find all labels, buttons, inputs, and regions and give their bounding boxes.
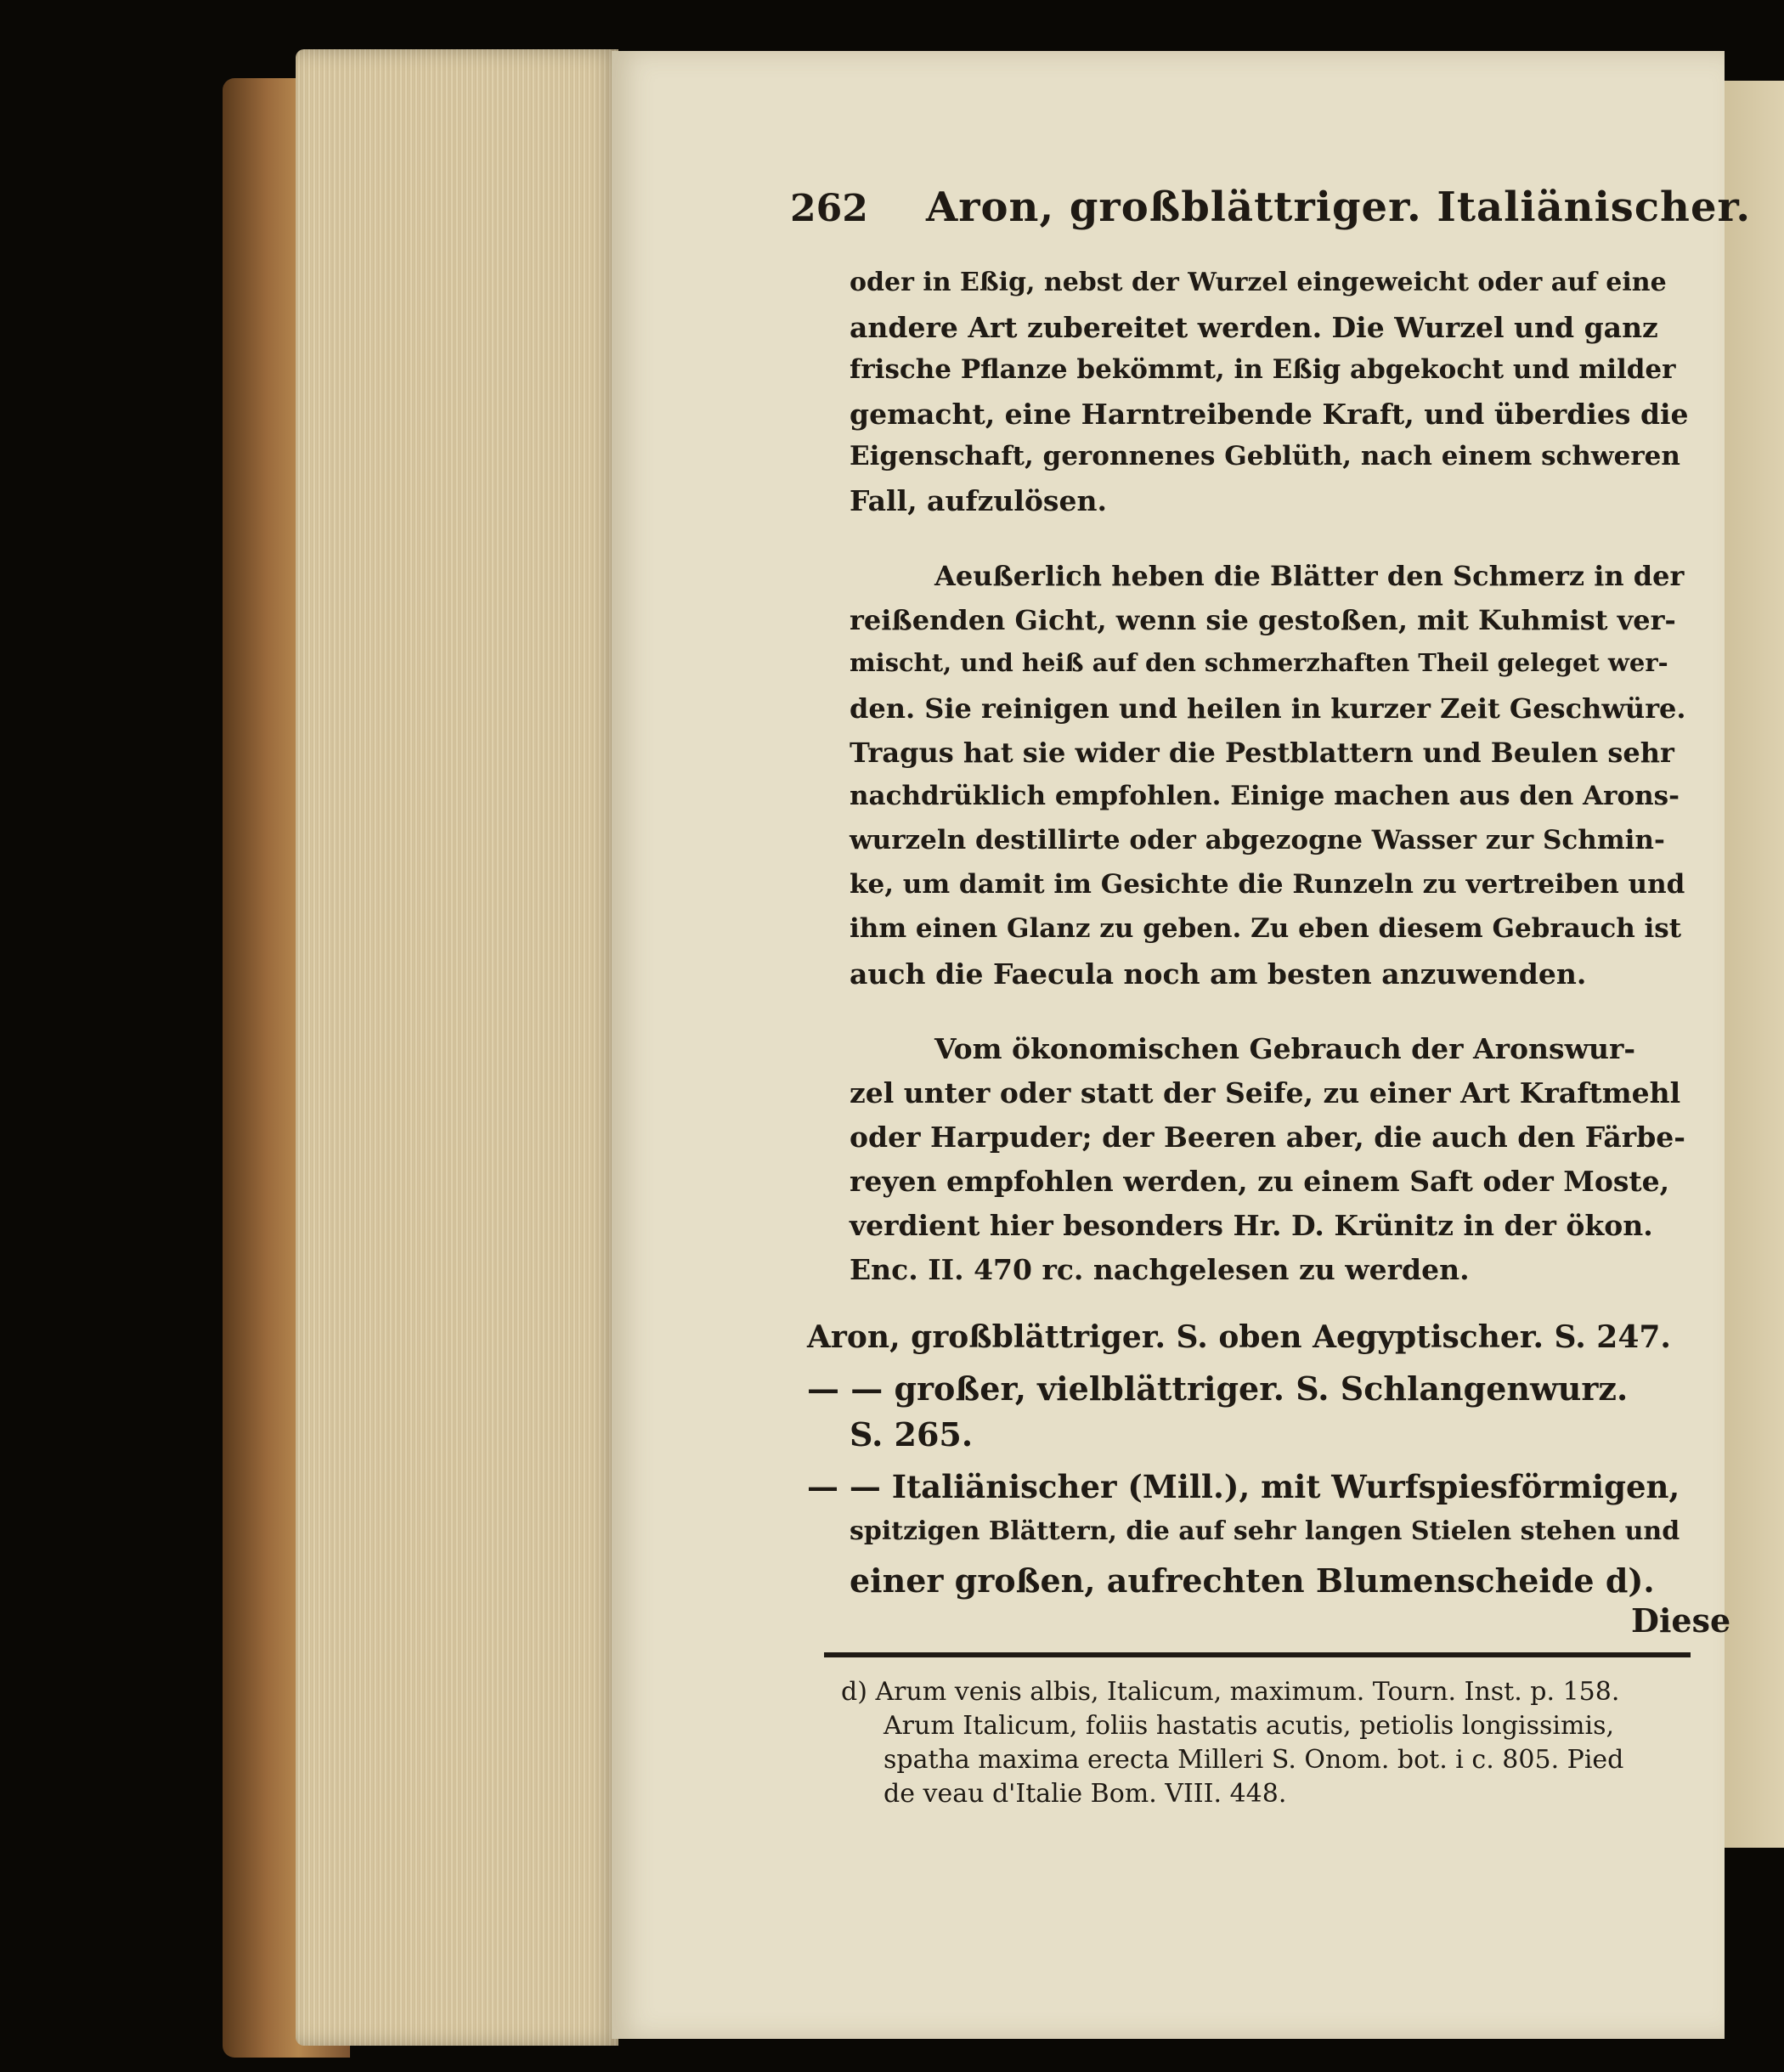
footnote-line: Arum Italicum, foliis hastatis acutis, petiolis longissimis, xyxy=(884,1711,1614,1741)
entry-line: einer großen, aufrechten Blumenscheide d). xyxy=(850,1561,1655,1600)
page-number: 262 xyxy=(790,187,868,230)
text-line: auch die Faecula noch am besten anzuwenden. xyxy=(850,957,1587,991)
text-line: wurzeln destillirte oder abgezogne Wasser zur Schmin- xyxy=(850,825,1665,855)
text-line: verdient hier besonders Hr. D. Krünitz in der ökon. xyxy=(850,1209,1653,1242)
text-line: nachdrüklich empfohlen. Einige machen aus den Arons- xyxy=(850,781,1680,811)
text-line: mischt, und heiß auf den schmerzhaften Theil geleget wer- xyxy=(850,648,1668,677)
text-line: den. Sie reinigen und heilen in kurzer Zeit Geschwüre. xyxy=(850,692,1686,725)
text-line: frische Pflanze bekömmt, in Eßig abgekocht und milder xyxy=(850,354,1676,385)
footnote-rule xyxy=(824,1652,1691,1657)
page-edges xyxy=(296,49,618,2046)
text-line: gemacht, eine Harntreibende Kraft, und überdies die xyxy=(850,398,1689,431)
entry-line: — — Italiänischer (Mill.), mit Wurfspiesförmigen, xyxy=(807,1468,1680,1505)
entry-line: S. 265. xyxy=(850,1415,974,1454)
text-line: zel unter oder statt der Seife, zu einer Art Kraftmehl xyxy=(850,1076,1681,1109)
text-line: ke, um damit im Gesichte die Runzeln zu vertreiben und xyxy=(850,869,1685,900)
entry-line: — — großer, vielblättriger. S. Schlangenwurz. xyxy=(807,1369,1629,1408)
entry-line: Aron, großblättriger. S. oben Aegyptischer. S. 247. xyxy=(807,1319,1671,1355)
text-line: Enc. II. 470 rc. nachgelesen zu werden. xyxy=(850,1253,1470,1286)
text-line: reißenden Gicht, wenn sie gestoßen, mit Kuhmist ver- xyxy=(850,604,1676,636)
footnote-line: de veau d'Italie Bom. VIII. 448. xyxy=(884,1779,1287,1809)
next-page-edge xyxy=(1725,81,1784,1848)
text-line: Fall, aufzulösen. xyxy=(850,484,1107,517)
text-line: oder Harpuder; der Beeren aber, die auch den Färbe- xyxy=(850,1121,1685,1154)
footnote-line: spatha maxima erecta Milleri S. Onom. bot. i c. 805. Pied xyxy=(884,1745,1624,1775)
text-line: Vom ökonomischen Gebrauch der Aronswur- xyxy=(934,1032,1636,1065)
entry-line: spitzigen Blättern, die auf sehr langen Stielen stehen und xyxy=(850,1516,1680,1546)
page-header xyxy=(790,170,1752,246)
text-line: reyen empfohlen werden, zu einem Saft oder Moste, xyxy=(850,1165,1670,1198)
text-line: oder in Eßig, nebst der Wurzel eingeweicht oder auf eine xyxy=(850,268,1667,297)
text-line: andere Art zubereitet werden. Die Wurzel und ganz xyxy=(850,311,1658,344)
text-line: Tragus hat sie wider die Pestblattern und Beulen sehr xyxy=(850,737,1674,769)
text-line: ihm einen Glanz zu geben. Zu eben diesem Gebrauch ist xyxy=(850,913,1682,944)
catchword: Diese xyxy=(1631,1601,1731,1640)
running-title: Aron, großblättriger. Italiänischer. xyxy=(926,183,1752,231)
footnote-line: d) Arum venis albis, Italicum, maximum. Tourn. Inst. p. 158. xyxy=(841,1677,1620,1707)
text-line: Aeußerlich heben die Blätter den Schmerz in der xyxy=(934,560,1685,592)
text-line: Eigenschaft, geronnenes Geblüth, nach einem schweren xyxy=(850,441,1680,471)
